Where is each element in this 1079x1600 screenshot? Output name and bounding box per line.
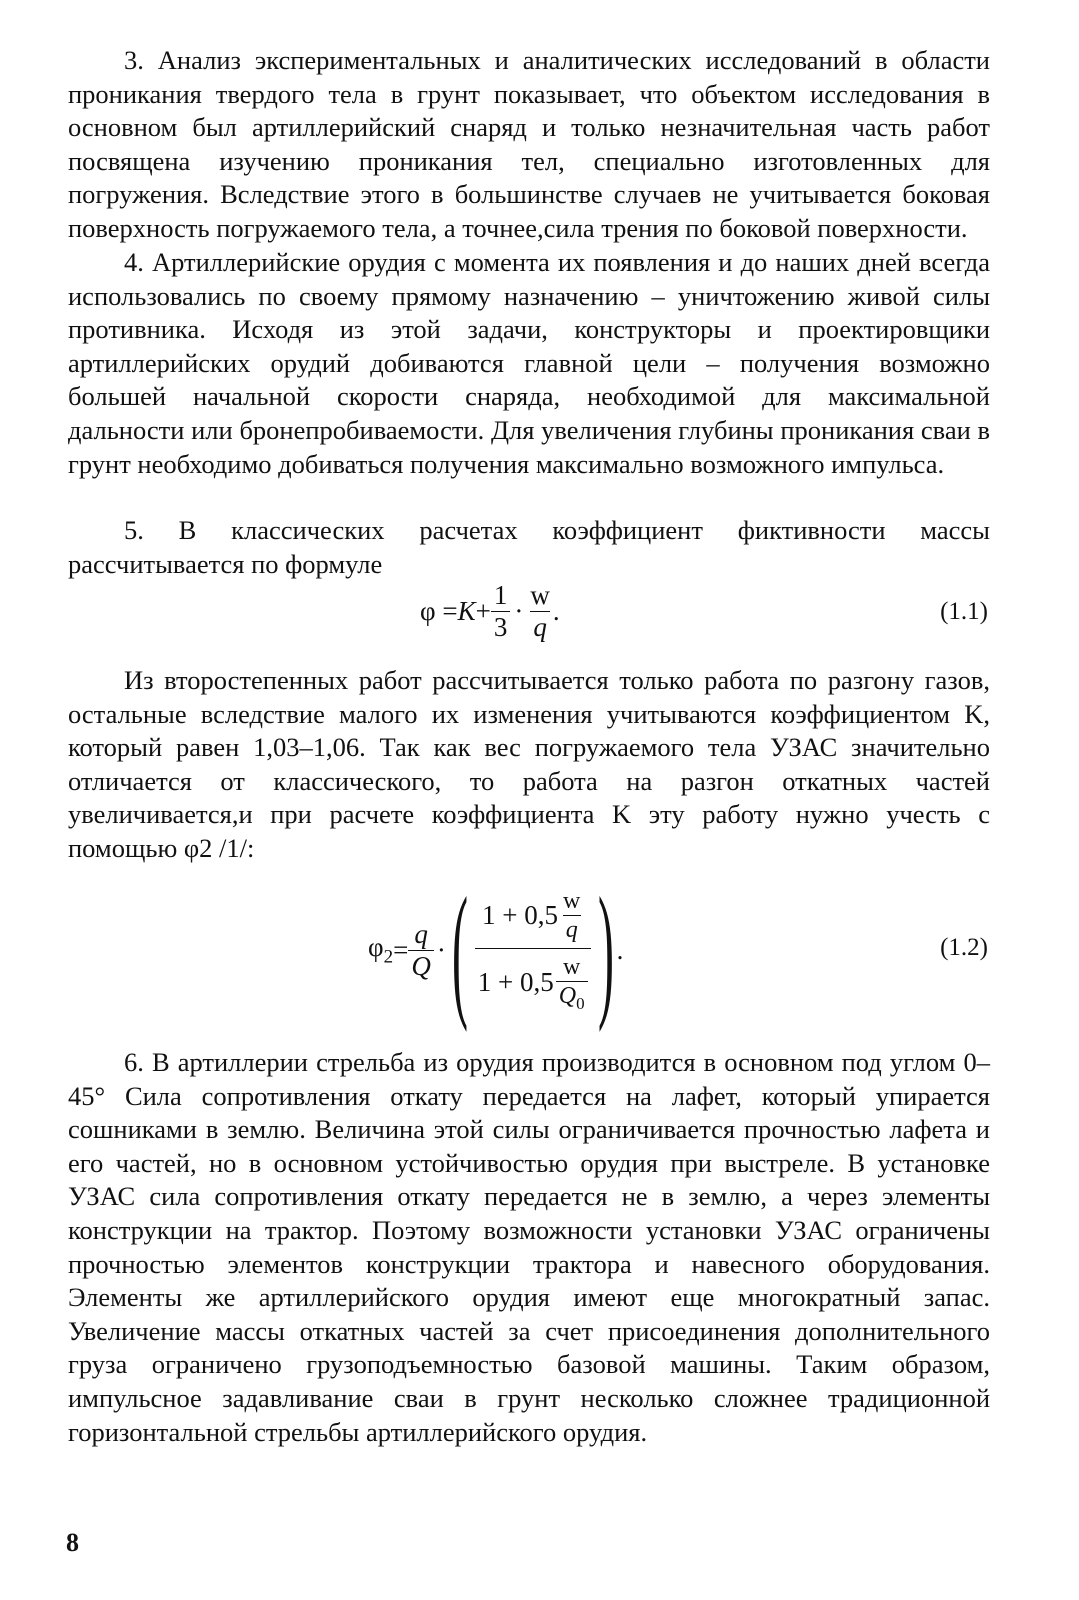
eq1-plus: + (475, 596, 491, 626)
eq1-fraction-2 (527, 582, 553, 641)
eq2-top-small-fraction: $\frac{w}{q}$ (563, 887, 581, 943)
eq1-frac1-den: 3 (491, 611, 511, 641)
paragraph-6: 6. В артиллерии стрельба из орудия производится в основном под углом 0–45° Сила сопротивления откату передается на лафет, который упирается сошниками в землю. Величина этой силы ограничивается прочностью лафета и его частей, но в основном устойчивостью орудия при выстреле. В установке УЗАС сила сопротивления откату передается не в землю, а через элементы конструкции на трактор. Поэтому возможности установки УЗАС ограничены прочностью элементов конструкции трактора и навесного оборудования. Элементы же артиллерийского орудия имеют еще многократный запас. Увеличение массы откатных частей за счет присоединения дополнительного груза ограничено грузоподъемностью базовой машины. Таким образом, импульсное задавливание сваи в грунт несколько сложнее традиционной горизонтальной стрельбы артиллерийского орудия. (68, 1047, 990, 1447)
eq2-lhs: $\varphi_2$ (368, 931, 394, 968)
eq1-k: K (457, 596, 476, 626)
eq2-equals: = (393, 934, 409, 965)
eq1-fraction-1 (491, 582, 511, 641)
eq1-lhs: φ = (420, 596, 458, 626)
eq2-big-fraction (475, 889, 591, 1012)
paragraph-4: 4. Артиллерийские орудия с момента их появления и до наших дней всегда использовались по своему прямому назначению – уничтожению живой силы противника. Исходя из этой задачи, конструкторы и проектировщики артиллерийских орудий добиваются главной цели – получения возможно большей начальной скорости снаряда, необходимой для максимальной дальности или бронепробиваемости. Для увеличения глубины проникания сваи в грунт необходимо добиваться получения максимально возможного импульса. (68, 247, 990, 479)
eq2-denominator: 1 + 0,5 $\frac{w}{Q_0}$ (475, 948, 591, 1012)
page-number: 8 (66, 1528, 79, 1557)
eq1-frac1-num: 1 (493, 580, 508, 610)
paragraph-3: 3. Анализ экспериментальных и аналитических исследований в области проникания твердого тела в грунт показывает, что объектом исследования в основном был артиллерийский снаряд и только незначительная часть работ посвящена изучению проникания тел, специально изготовленных для погружения. Вследствие этого в большинстве случаев не учитывается боковая поверхность погружаемого тела, а точнее,сила трения по боковой поверхности. (68, 45, 990, 243)
equation-1-1 (68, 578, 990, 648)
eq2-end: . (616, 934, 624, 965)
eq2-right-paren: ) (597, 867, 614, 1033)
eq2-Q: Q (408, 950, 434, 980)
eq2-bottom-small-fraction: $\frac{w}{Q_0}$ (556, 955, 588, 1012)
eq2-left-paren: ( (451, 867, 468, 1033)
eq2-fraction-q-Q (408, 918, 434, 981)
equation-number-1-2: (1.2) (940, 934, 988, 961)
equation-1-2 (68, 867, 990, 1033)
equation-number-1-1: (1.1) (940, 598, 988, 625)
paragraph-5: 5. В классических расчетах коэффициент фиктивности массы рассчитывается по формуле (68, 515, 990, 579)
eq1-frac2-num: w (530, 580, 550, 610)
eq2-q: q (414, 918, 428, 949)
paragraph-5b: Из второстепенных работ рассчитывается только работа по разгону газов, остальные вследствие малого их изменения учитываются коэффициентом K, который равен 1,03–1,06. Так как вес погружаемого тела УЗАС значительно отличается от классического, то работа на разгон откатных частей увеличивается,и при расчете коэффициента K эту работу нужно учесть с помощью φ2 /1/: (68, 665, 990, 863)
eq1-frac2-den: q (530, 611, 550, 641)
eq1-end: . (552, 596, 560, 626)
eq2-numerator: 1 + 0,5 $\frac{w}{q}$ (479, 889, 586, 948)
eq2-lhs-sub: 2 (383, 946, 394, 968)
eq2-dot: · (436, 934, 446, 965)
eq1-dot: · (514, 596, 524, 626)
